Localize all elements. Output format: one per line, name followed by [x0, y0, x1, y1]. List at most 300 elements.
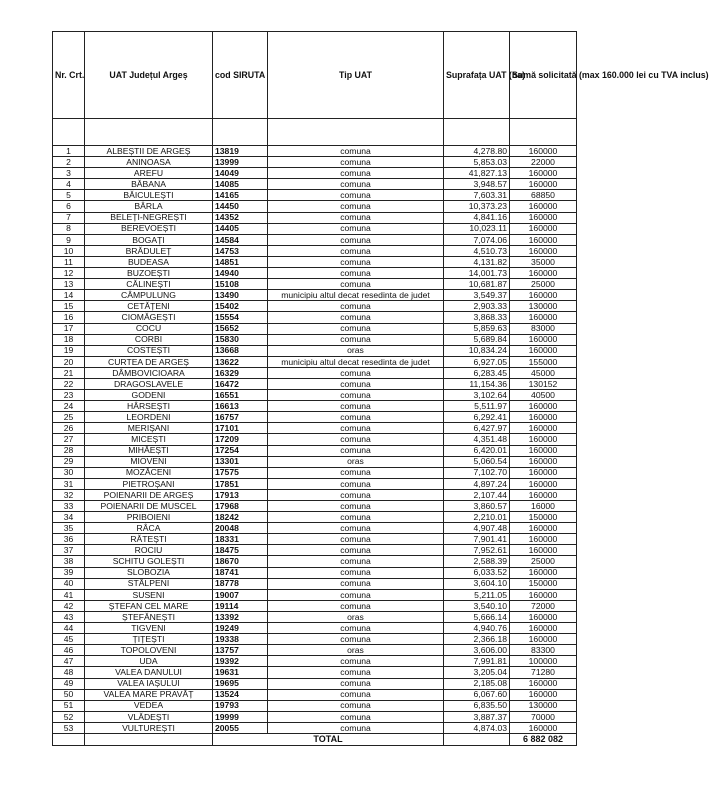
- cell-sup: 5,511.97: [444, 401, 510, 412]
- cell-suma: 160000: [510, 212, 577, 223]
- cell-tip: comuna: [268, 501, 444, 512]
- cell-sup: 10,681.87: [444, 279, 510, 290]
- cell-uat: MERIȘANI: [85, 423, 213, 434]
- cell-sup: 14,001.73: [444, 268, 510, 279]
- cell-nr: 4: [53, 179, 85, 190]
- cell-tip: oras: [268, 456, 444, 467]
- table-row: [53, 234, 577, 245]
- cell-nr: 21: [53, 367, 85, 378]
- cell-tip: comuna: [268, 423, 444, 434]
- table-row: [53, 423, 577, 434]
- cell-uat: PIETROȘANI: [85, 478, 213, 489]
- cell-cod: 18741: [213, 567, 268, 578]
- header-nr: Nr. Crt.: [53, 32, 85, 119]
- cell-uat: PRIBOIENI: [85, 512, 213, 523]
- cell-cod: 18475: [213, 545, 268, 556]
- cell-cod: 13622: [213, 356, 268, 367]
- cell-suma: 160000: [510, 678, 577, 689]
- cell-sup: 2,185.08: [444, 678, 510, 689]
- cell-nr: 36: [53, 534, 85, 545]
- cell-sup: 5,689.84: [444, 334, 510, 345]
- cell-nr: 25: [53, 412, 85, 423]
- cell-cod: 16472: [213, 378, 268, 389]
- table-row: [53, 223, 577, 234]
- cell-sup: 4,278.80: [444, 146, 510, 157]
- table-row: [53, 512, 577, 523]
- cell-sup: 3,540.10: [444, 600, 510, 611]
- table-row: [53, 478, 577, 489]
- cell-tip: comuna: [268, 279, 444, 290]
- cell-suma: 160000: [510, 268, 577, 279]
- cell-nr: 17: [53, 323, 85, 334]
- cell-suma: 160000: [510, 334, 577, 345]
- cell-sup: 5,060.54: [444, 456, 510, 467]
- table-row: [53, 301, 577, 312]
- cell-suma: 160000: [510, 445, 577, 456]
- header-suprafata: Suprafața UAT (ha): [444, 32, 510, 119]
- cell-tip: comuna: [268, 268, 444, 279]
- table-row: [53, 434, 577, 445]
- cell-tip: comuna: [268, 556, 444, 567]
- cell-suma: 160000: [510, 456, 577, 467]
- cell-uat: BUDEASA: [85, 256, 213, 267]
- cell-suma: 160000: [510, 611, 577, 622]
- cell-cod: 13819: [213, 146, 268, 157]
- cell-cod: 19793: [213, 700, 268, 711]
- cell-nr: 50: [53, 689, 85, 700]
- cell-cod: 13301: [213, 456, 268, 467]
- cell-cod: 15830: [213, 334, 268, 345]
- table-row: [53, 334, 577, 345]
- table-row: [53, 345, 577, 356]
- cell-sup: 4,131.82: [444, 256, 510, 267]
- cell-sup: 10,373.23: [444, 201, 510, 212]
- table-row: [53, 501, 577, 512]
- cell-cod: 13757: [213, 645, 268, 656]
- cell-cod: 13999: [213, 157, 268, 168]
- table-row: [53, 623, 577, 634]
- table-row: [53, 700, 577, 711]
- cell-nr: 18: [53, 334, 85, 345]
- cell-nr: 15: [53, 301, 85, 312]
- table-row: [53, 445, 577, 456]
- cell-suma: 150000: [510, 578, 577, 589]
- cell-sup: 2,107.44: [444, 489, 510, 500]
- table-row: [53, 212, 577, 223]
- cell-cod: 19631: [213, 667, 268, 678]
- cell-sup: 3,868.33: [444, 312, 510, 323]
- cell-cod: 14085: [213, 179, 268, 190]
- table-row: [53, 656, 577, 667]
- cell-tip: comuna: [268, 301, 444, 312]
- cell-sup: 3,205.04: [444, 667, 510, 678]
- cell-nr: 37: [53, 545, 85, 556]
- table-row: [53, 401, 577, 412]
- cell-sup: 2,210.01: [444, 512, 510, 523]
- cell-uat: DRAGOSLAVELE: [85, 378, 213, 389]
- cell-sup: 4,897.24: [444, 478, 510, 489]
- cell-sup: 3,549.37: [444, 290, 510, 301]
- cell-uat: VULTUREȘTI: [85, 722, 213, 733]
- cell-sup: 3,606.00: [444, 645, 510, 656]
- cell-sup: 6,835.50: [444, 700, 510, 711]
- cell-tip: municipiu altul decat resedinta de judet: [268, 356, 444, 367]
- cell-uat: RĂTEȘTI: [85, 534, 213, 545]
- cell-nr: 52: [53, 711, 85, 722]
- cell-tip: oras: [268, 645, 444, 656]
- cell-nr: 48: [53, 667, 85, 678]
- cell-nr: 51: [53, 700, 85, 711]
- table-row: [53, 256, 577, 267]
- table-row: [53, 412, 577, 423]
- cell-cod: 14165: [213, 190, 268, 201]
- cell-tip: comuna: [268, 600, 444, 611]
- cell-nr: 47: [53, 656, 85, 667]
- cell-suma: 160000: [510, 545, 577, 556]
- cell-sup: 4,351.48: [444, 434, 510, 445]
- cell-suma: 160000: [510, 489, 577, 500]
- cell-nr: 5: [53, 190, 85, 201]
- cell-nr: 19: [53, 345, 85, 356]
- cell-nr: 22: [53, 378, 85, 389]
- cell-tip: comuna: [268, 201, 444, 212]
- cell-tip: comuna: [268, 567, 444, 578]
- cell-sup: 2,588.39: [444, 556, 510, 567]
- cell-suma: 160000: [510, 290, 577, 301]
- cell-suma: 160000: [510, 523, 577, 534]
- cell-tip: comuna: [268, 223, 444, 234]
- cell-sup: 41,827.13: [444, 168, 510, 179]
- cell-sup: 3,102.64: [444, 390, 510, 401]
- cell-nr: 38: [53, 556, 85, 567]
- cell-nr: 23: [53, 390, 85, 401]
- cell-tip: municipiu altul decat resedinta de judet: [268, 290, 444, 301]
- cell-nr: 28: [53, 445, 85, 456]
- cell-uat: MICEȘTI: [85, 434, 213, 445]
- cell-uat: BRĂDULEȚ: [85, 245, 213, 256]
- cell-suma: 22000: [510, 157, 577, 168]
- cell-nr: 44: [53, 623, 85, 634]
- cell-suma: 130000: [510, 301, 577, 312]
- cell-uat: VLĂDEȘTI: [85, 711, 213, 722]
- cell-sup: 2,366.18: [444, 634, 510, 645]
- cell-tip: comuna: [268, 512, 444, 523]
- cell-cod: 19249: [213, 623, 268, 634]
- table-row: [53, 545, 577, 556]
- cell-tip: comuna: [268, 146, 444, 157]
- cell-suma: 160000: [510, 434, 577, 445]
- cell-suma: 35000: [510, 256, 577, 267]
- spacer-row: [53, 119, 577, 146]
- cell-uat: CIOMĂGEȘTI: [85, 312, 213, 323]
- cell-uat: BOGAȚI: [85, 234, 213, 245]
- cell-sup: 4,940.76: [444, 623, 510, 634]
- table-row: [53, 534, 577, 545]
- cell-sup: 3,948.57: [444, 179, 510, 190]
- table-row: [53, 467, 577, 478]
- cell-cod: 17575: [213, 467, 268, 478]
- cell-nr: 39: [53, 567, 85, 578]
- cell-tip: oras: [268, 611, 444, 622]
- cell-sup: 4,874.03: [444, 722, 510, 733]
- cell-suma: 160000: [510, 567, 577, 578]
- cell-cod: 13668: [213, 345, 268, 356]
- cell-uat: CETĂȚENI: [85, 301, 213, 312]
- cell-nr: 14: [53, 290, 85, 301]
- cell-cod: 15108: [213, 279, 268, 290]
- table-row: [53, 489, 577, 500]
- cell-nr: 13: [53, 279, 85, 290]
- cell-suma: 40500: [510, 390, 577, 401]
- cell-tip: comuna: [268, 378, 444, 389]
- table-row: [53, 645, 577, 656]
- cell-uat: ȘTEFĂNEȘTI: [85, 611, 213, 622]
- cell-cod: 20055: [213, 722, 268, 733]
- cell-uat: UDA: [85, 656, 213, 667]
- cell-nr: 31: [53, 478, 85, 489]
- cell-uat: BUZOEȘTI: [85, 268, 213, 279]
- cell-uat: POIENARII DE ARGEȘ: [85, 489, 213, 500]
- cell-cod: 14405: [213, 223, 268, 234]
- cell-cod: 14049: [213, 168, 268, 179]
- cell-cod: 17254: [213, 445, 268, 456]
- cell-tip: comuna: [268, 623, 444, 634]
- cell-tip: comuna: [268, 722, 444, 733]
- cell-cod: 14851: [213, 256, 268, 267]
- cell-cod: 17851: [213, 478, 268, 489]
- cell-tip: comuna: [268, 634, 444, 645]
- cell-nr: 2: [53, 157, 85, 168]
- cell-uat: BEREVOEȘTI: [85, 223, 213, 234]
- table-row: [53, 456, 577, 467]
- cell-uat: RÂCA: [85, 523, 213, 534]
- cell-tip: comuna: [268, 212, 444, 223]
- cell-suma: 160000: [510, 423, 577, 434]
- cell-cod: 17968: [213, 501, 268, 512]
- cell-uat: ROCIU: [85, 545, 213, 556]
- cell-sup: 11,154.36: [444, 378, 510, 389]
- cell-uat: CURTEA DE ARGEȘ: [85, 356, 213, 367]
- cell-nr: 20: [53, 356, 85, 367]
- cell-uat: VALEA IAȘULUI: [85, 678, 213, 689]
- cell-nr: 49: [53, 678, 85, 689]
- cell-uat: BĂICULEȘTI: [85, 190, 213, 201]
- cell-uat: MIOVENI: [85, 456, 213, 467]
- cell-tip: comuna: [268, 467, 444, 478]
- cell-tip: comuna: [268, 700, 444, 711]
- cell-suma: 155000: [510, 356, 577, 367]
- cell-uat: TIGVENI: [85, 623, 213, 634]
- cell-suma: 160000: [510, 722, 577, 733]
- cell-cod: 17101: [213, 423, 268, 434]
- cell-uat: SCHITU GOLEȘTI: [85, 556, 213, 567]
- cell-suma: 70000: [510, 711, 577, 722]
- cell-nr: 24: [53, 401, 85, 412]
- cell-suma: 160000: [510, 179, 577, 190]
- cell-cod: 19695: [213, 678, 268, 689]
- cell-sup: 7,952.61: [444, 545, 510, 556]
- cell-uat: SLOBOZIA: [85, 567, 213, 578]
- cell-sup: 7,074.06: [444, 234, 510, 245]
- cell-tip: oras: [268, 345, 444, 356]
- cell-cod: 17209: [213, 434, 268, 445]
- cell-nr: 26: [53, 423, 85, 434]
- cell-cod: 14450: [213, 201, 268, 212]
- cell-uat: COSTEȘTI: [85, 345, 213, 356]
- cell-nr: 3: [53, 168, 85, 179]
- cell-tip: comuna: [268, 323, 444, 334]
- cell-tip: comuna: [268, 390, 444, 401]
- cell-tip: comuna: [268, 445, 444, 456]
- cell-sup: 6,033.52: [444, 567, 510, 578]
- cell-tip: comuna: [268, 412, 444, 423]
- header-tip: Tip UAT: [268, 32, 444, 119]
- cell-suma: 160000: [510, 689, 577, 700]
- table-row: [53, 567, 577, 578]
- table-row: [53, 279, 577, 290]
- table-body: [53, 146, 577, 734]
- cell-uat: CORBI: [85, 334, 213, 345]
- cell-uat: ȘTEFAN CEL MARE: [85, 600, 213, 611]
- cell-tip: comuna: [268, 401, 444, 412]
- cell-uat: BÂRLA: [85, 201, 213, 212]
- cell-tip: comuna: [268, 312, 444, 323]
- cell-nr: 42: [53, 600, 85, 611]
- cell-cod: 19338: [213, 634, 268, 645]
- cell-nr: 30: [53, 467, 85, 478]
- cell-sup: 6,420.01: [444, 445, 510, 456]
- cell-nr: 8: [53, 223, 85, 234]
- cell-cod: 13490: [213, 290, 268, 301]
- table-row: [53, 667, 577, 678]
- table-row: [53, 600, 577, 611]
- table-row: [53, 578, 577, 589]
- cell-nr: 43: [53, 611, 85, 622]
- cell-uat: AREFU: [85, 168, 213, 179]
- cell-suma: 130152: [510, 378, 577, 389]
- cell-tip: comuna: [268, 667, 444, 678]
- cell-nr: 29: [53, 456, 85, 467]
- cell-suma: 160000: [510, 146, 577, 157]
- cell-uat: LEORDENI: [85, 412, 213, 423]
- cell-suma: 83000: [510, 323, 577, 334]
- table-row: [53, 722, 577, 733]
- table-row: [53, 245, 577, 256]
- cell-suma: 68850: [510, 190, 577, 201]
- cell-tip: comuna: [268, 545, 444, 556]
- cell-suma: 71280: [510, 667, 577, 678]
- uat-table: [52, 31, 709, 746]
- cell-nr: 10: [53, 245, 85, 256]
- cell-cod: 14584: [213, 234, 268, 245]
- cell-nr: 35: [53, 523, 85, 534]
- cell-sup: 6,067.60: [444, 689, 510, 700]
- table-row: [53, 711, 577, 722]
- cell-sup: 6,927.05: [444, 356, 510, 367]
- cell-nr: 53: [53, 722, 85, 733]
- cell-cod: 19999: [213, 711, 268, 722]
- cell-suma: 160000: [510, 467, 577, 478]
- cell-cod: 18670: [213, 556, 268, 567]
- cell-suma: 83300: [510, 645, 577, 656]
- cell-uat: VALEA MARE PRAVĂȚ: [85, 689, 213, 700]
- cell-suma: 160000: [510, 245, 577, 256]
- header-cod: cod SIRUTA: [213, 32, 268, 119]
- cell-suma: 25000: [510, 279, 577, 290]
- cell-cod: 16757: [213, 412, 268, 423]
- cell-sup: 7,102.70: [444, 467, 510, 478]
- table-row: [53, 678, 577, 689]
- table-row: [53, 523, 577, 534]
- cell-uat: ALBEȘTII DE ARGEȘ: [85, 146, 213, 157]
- cell-sup: 4,907.48: [444, 523, 510, 534]
- cell-tip: comuna: [268, 478, 444, 489]
- cell-tip: comuna: [268, 179, 444, 190]
- header-suma: Sumă solicitată (max 160.000 lei cu TVA inclus): [510, 32, 577, 119]
- cell-uat: ȚIȚEȘTI: [85, 634, 213, 645]
- cell-sup: 7,991.81: [444, 656, 510, 667]
- cell-sup: 2,903.33: [444, 301, 510, 312]
- table-row: [53, 367, 577, 378]
- cell-tip: comuna: [268, 434, 444, 445]
- total-value: 6 882 082: [510, 733, 577, 745]
- cell-cod: 13524: [213, 689, 268, 700]
- cell-tip: comuna: [268, 334, 444, 345]
- cell-cod: 19392: [213, 656, 268, 667]
- cell-uat: GODENI: [85, 390, 213, 401]
- cell-suma: 160000: [510, 412, 577, 423]
- cell-suma: 25000: [510, 556, 577, 567]
- cell-nr: 6: [53, 201, 85, 212]
- cell-sup: 10,023.11: [444, 223, 510, 234]
- table-row: [53, 157, 577, 168]
- cell-cod: 15652: [213, 323, 268, 334]
- cell-tip: comuna: [268, 534, 444, 545]
- header-row: [53, 32, 577, 119]
- cell-tip: comuna: [268, 168, 444, 179]
- cell-cod: 16329: [213, 367, 268, 378]
- cell-tip: comuna: [268, 589, 444, 600]
- cell-suma: 130000: [510, 700, 577, 711]
- cell-uat: DÂMBOVICIOARA: [85, 367, 213, 378]
- cell-tip: comuna: [268, 523, 444, 534]
- cell-nr: 41: [53, 589, 85, 600]
- cell-cod: 14352: [213, 212, 268, 223]
- cell-sup: 5,853.03: [444, 157, 510, 168]
- cell-uat: VALEA DANULUI: [85, 667, 213, 678]
- cell-cod: 18778: [213, 578, 268, 589]
- table-row: [53, 146, 577, 157]
- cell-suma: 160000: [510, 312, 577, 323]
- cell-cod: 16613: [213, 401, 268, 412]
- cell-suma: 160000: [510, 478, 577, 489]
- cell-cod: 15402: [213, 301, 268, 312]
- cell-sup: 4,841.16: [444, 212, 510, 223]
- cell-nr: 27: [53, 434, 85, 445]
- total-label: TOTAL: [213, 733, 444, 745]
- cell-tip: comuna: [268, 489, 444, 500]
- cell-nr: 33: [53, 501, 85, 512]
- cell-tip: comuna: [268, 245, 444, 256]
- cell-tip: comuna: [268, 689, 444, 700]
- table-row: [53, 556, 577, 567]
- cell-tip: comuna: [268, 157, 444, 168]
- cell-uat: MOZĂCENI: [85, 467, 213, 478]
- table-row: [53, 190, 577, 201]
- table-row: [53, 356, 577, 367]
- table-row: [53, 589, 577, 600]
- cell-nr: 45: [53, 634, 85, 645]
